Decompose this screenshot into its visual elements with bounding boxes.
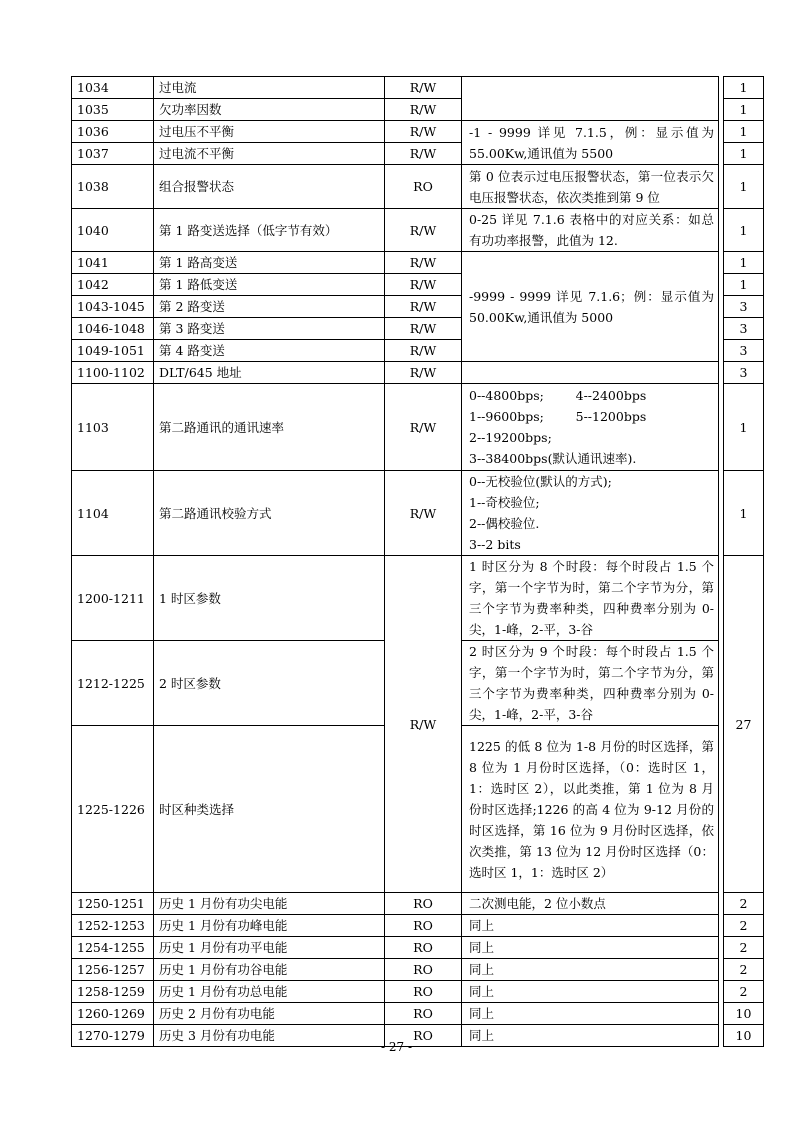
address-cell: 1260-1269 bbox=[72, 1003, 154, 1025]
description-cell: 同上 bbox=[462, 981, 719, 1003]
address-cell: 1036 bbox=[72, 121, 154, 143]
address-cell: 1252-1253 bbox=[72, 915, 154, 937]
length-cell: 1 bbox=[724, 77, 764, 99]
register-table bbox=[71, 76, 764, 1047]
baud-rate-option: 3--38400bps(默认通讯速率). bbox=[469, 451, 637, 466]
access-cell: R/W bbox=[385, 384, 462, 471]
access-cell: R/W bbox=[385, 556, 462, 893]
address-cell: 1046-1048 bbox=[72, 318, 154, 340]
name-cell: 历史 1 月份有功峰电能 bbox=[154, 915, 385, 937]
address-cell: 1104 bbox=[72, 471, 154, 556]
table-row bbox=[72, 252, 764, 274]
access-cell: RO bbox=[385, 165, 462, 209]
length-cell: 1 bbox=[724, 471, 764, 556]
address-cell: 1103 bbox=[72, 384, 154, 471]
length-cell: 3 bbox=[724, 362, 764, 384]
name-cell: 2 时区参数 bbox=[154, 641, 385, 726]
access-cell: R/W bbox=[385, 143, 462, 165]
description-cell: 同上 bbox=[462, 915, 719, 937]
name-cell: 历史 2 月份有功电能 bbox=[154, 1003, 385, 1025]
table-row bbox=[72, 915, 764, 937]
length-cell: 3 bbox=[724, 340, 764, 362]
address-cell: 1270-1279 bbox=[72, 1025, 154, 1047]
name-cell: 第 1 路高变送 bbox=[154, 252, 385, 274]
name-cell: 过电流 bbox=[154, 77, 385, 99]
access-cell: R/W bbox=[385, 274, 462, 296]
name-cell: 历史 1 月份有功谷电能 bbox=[154, 959, 385, 981]
length-cell: 2 bbox=[724, 937, 764, 959]
name-cell: 历史 3 月份有功电能 bbox=[154, 1025, 385, 1047]
address-cell: 1250-1251 bbox=[72, 893, 154, 915]
description-cell bbox=[462, 471, 719, 556]
access-cell: RO bbox=[385, 1003, 462, 1025]
access-cell: R/W bbox=[385, 296, 462, 318]
length-cell: 2 bbox=[724, 981, 764, 1003]
address-cell: 1037 bbox=[72, 143, 154, 165]
description-cell bbox=[462, 384, 719, 471]
address-cell: 1040 bbox=[72, 209, 154, 252]
address-cell: 1256-1257 bbox=[72, 959, 154, 981]
baud-rate-option: 0--4800bps; 4--2400bps bbox=[469, 388, 647, 403]
address-cell: 1212-1225 bbox=[72, 641, 154, 726]
baud-rate-option: 2--19200bps; bbox=[469, 430, 552, 445]
access-cell: RO bbox=[385, 915, 462, 937]
address-cell: 1038 bbox=[72, 165, 154, 209]
parity-option: 0--无校验位(默认的方式); bbox=[469, 474, 612, 489]
table-row bbox=[72, 959, 764, 981]
table-row bbox=[72, 209, 764, 252]
length-cell: 1 bbox=[724, 274, 764, 296]
description-cell: 1 时区分为 8 个时段：每个时段占 1.5 个字，第一个字节为时，第二个字节为分，第三个字节为费率种类，四种费率分别为 0-尖，1-峰，2-平，3-谷 bbox=[462, 556, 719, 641]
name-cell: 历史 1 月份有功平电能 bbox=[154, 937, 385, 959]
address-cell: 1035 bbox=[72, 99, 154, 121]
name-cell: 第 3 路变送 bbox=[154, 318, 385, 340]
address-cell: 1100-1102 bbox=[72, 362, 154, 384]
access-cell: R/W bbox=[385, 77, 462, 99]
baud-rate-option: 1--9600bps; 5--1200bps bbox=[469, 409, 647, 424]
access-cell: RO bbox=[385, 893, 462, 915]
length-cell: 1 bbox=[724, 121, 764, 143]
name-cell: 第 1 路低变送 bbox=[154, 274, 385, 296]
length-cell: 27 bbox=[724, 556, 764, 893]
description-cell bbox=[462, 362, 719, 384]
description-cell: 2 时区分为 9 个时段：每个时段占 1.5 个字，第一个字节为时，第二个字节为分，第三个字节为费率种类，四种费率分别为 0-尖，1-峰，2-平，3-谷 bbox=[462, 641, 719, 726]
description-cell: -9999 - 9999 详见 7.1.6；例：显示值为 50.00Kw,通讯值为 5000 bbox=[462, 252, 719, 362]
access-cell: R/W bbox=[385, 362, 462, 384]
name-cell: 第二路通讯校验方式 bbox=[154, 471, 385, 556]
description-cell: 同上 bbox=[462, 959, 719, 981]
length-cell: 1 bbox=[724, 143, 764, 165]
access-cell: R/W bbox=[385, 252, 462, 274]
access-cell: R/W bbox=[385, 318, 462, 340]
page-number: - 27 - bbox=[380, 1040, 412, 1054]
length-cell: 1 bbox=[724, 252, 764, 274]
address-cell: 1043-1045 bbox=[72, 296, 154, 318]
length-cell: 1 bbox=[724, 165, 764, 209]
address-cell: 1225-1226 bbox=[72, 726, 154, 893]
table-row bbox=[72, 77, 764, 99]
description-cell: 同上 bbox=[462, 937, 719, 959]
name-cell: 第 4 路变送 bbox=[154, 340, 385, 362]
length-cell: 2 bbox=[724, 893, 764, 915]
table-row bbox=[72, 1003, 764, 1025]
length-cell: 1 bbox=[724, 209, 764, 252]
access-cell: RO bbox=[385, 937, 462, 959]
description-cell: -1 - 9999 详见 7.1.5，例：显示值为 55.00Kw,通讯值为 5500 bbox=[462, 121, 719, 165]
name-cell: 历史 1 月份有功尖电能 bbox=[154, 893, 385, 915]
table-row bbox=[72, 121, 764, 143]
name-cell: 1 时区参数 bbox=[154, 556, 385, 641]
access-cell: R/W bbox=[385, 209, 462, 252]
description-cell bbox=[462, 77, 719, 121]
length-cell: 10 bbox=[724, 1003, 764, 1025]
access-cell: R/W bbox=[385, 121, 462, 143]
name-cell: 过电压不平衡 bbox=[154, 121, 385, 143]
address-cell: 1258-1259 bbox=[72, 981, 154, 1003]
name-cell: 第二路通讯的通讯速率 bbox=[154, 384, 385, 471]
access-cell: R/W bbox=[385, 471, 462, 556]
access-cell: RO bbox=[385, 981, 462, 1003]
length-cell: 1 bbox=[724, 99, 764, 121]
name-cell: 历史 1 月份有功总电能 bbox=[154, 981, 385, 1003]
name-cell: 组合报警状态 bbox=[154, 165, 385, 209]
table-row bbox=[72, 362, 764, 384]
name-cell: 第 2 路变送 bbox=[154, 296, 385, 318]
access-cell: R/W bbox=[385, 99, 462, 121]
table-row bbox=[72, 165, 764, 209]
table-row bbox=[72, 981, 764, 1003]
access-cell: R/W bbox=[385, 340, 462, 362]
address-cell: 1034 bbox=[72, 77, 154, 99]
length-cell: 10 bbox=[724, 1025, 764, 1047]
table-row bbox=[72, 893, 764, 915]
table-row bbox=[72, 556, 764, 641]
address-cell: 1049-1051 bbox=[72, 340, 154, 362]
parity-option: 2--偶校验位. bbox=[469, 516, 540, 531]
table-row bbox=[72, 384, 764, 471]
description-cell: 同上 bbox=[462, 1025, 719, 1047]
access-cell: RO bbox=[385, 1025, 462, 1047]
length-cell: 2 bbox=[724, 915, 764, 937]
parity-option: 1--奇校验位; bbox=[469, 495, 540, 510]
description-cell: 二次测电能，2 位小数点 bbox=[462, 893, 719, 915]
description-cell: 0-25 详见 7.1.6 表格中的对应关系：如总有功功率报警，此值为 12. bbox=[462, 209, 719, 252]
length-cell: 2 bbox=[724, 959, 764, 981]
table-row bbox=[72, 471, 764, 556]
description-cell: 第 0 位表示过电压报警状态，第一位表示欠电压报警状态，依次类推到第 9 位 bbox=[462, 165, 719, 209]
table-row bbox=[72, 937, 764, 959]
name-cell: 过电流不平衡 bbox=[154, 143, 385, 165]
name-cell: 第 1 路变送选择（低字节有效） bbox=[154, 209, 385, 252]
description-cell: 同上 bbox=[462, 1003, 719, 1025]
description-cell: 1225 的低 8 位为 1-8 月份的时区选择，第 8 位为 1 月份时区选择，（0：选时区 1，1：选时区 2），以此类推，第 1 位为 8 月份时区选择;1226 的高 4 位为 9-12 月份的时区选择，第 16 位为 9 月份时区选择，依次类推，第 13 位为 12 月份时区选择（0：选时区 1，1：选时区 2） bbox=[462, 726, 719, 893]
address-cell: 1042 bbox=[72, 274, 154, 296]
address-cell: 1254-1255 bbox=[72, 937, 154, 959]
name-cell: DLT/645 地址 bbox=[154, 362, 385, 384]
address-cell: 1200-1211 bbox=[72, 556, 154, 641]
name-cell: 欠功率因数 bbox=[154, 99, 385, 121]
address-cell: 1041 bbox=[72, 252, 154, 274]
length-cell: 3 bbox=[724, 296, 764, 318]
name-cell: 时区种类选择 bbox=[154, 726, 385, 893]
length-cell: 1 bbox=[724, 384, 764, 471]
length-cell: 3 bbox=[724, 318, 764, 340]
parity-option: 3--2 bits bbox=[469, 537, 521, 552]
access-cell: RO bbox=[385, 959, 462, 981]
